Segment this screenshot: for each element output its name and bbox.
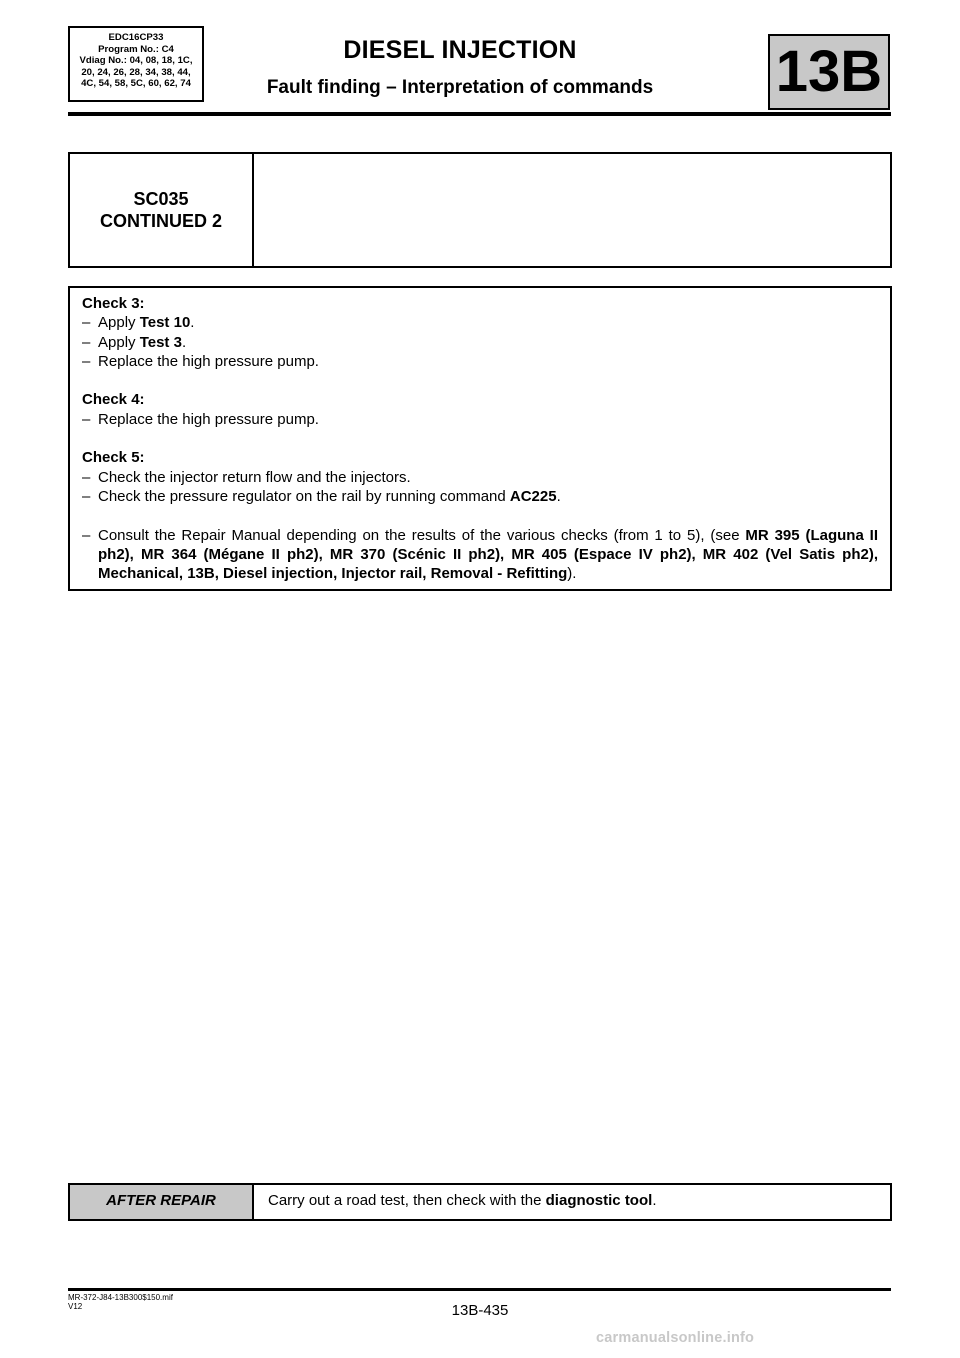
command-header-empty-cell <box>254 154 890 266</box>
continued-label: CONTINUED 2 <box>99 211 222 231</box>
file-reference: MR-372-J84-13B300$150.mif V12 <box>68 1293 173 1311</box>
list-item: – Apply Test 10. <box>82 314 195 332</box>
vehicle-info-box <box>68 26 204 102</box>
info-line: Program No.: C4 <box>98 43 174 55</box>
header-rule <box>68 112 891 116</box>
list-item: – Replace the high pressure pump. <box>82 352 319 370</box>
checks-box <box>68 286 892 591</box>
page-title: DIESEL INJECTION <box>343 36 577 64</box>
command-code: SC035 <box>133 189 189 209</box>
info-line: 4C, 54, 58, 5C, 60, 62, 74 <box>81 78 191 90</box>
consult-manual-item: – Consult the Repair Manual depending on the results of the various checks (from 1 to 5), (see MR 395 (Laguna II ph2), MR 364 (Mégane II ph2), MR 370 (Scénic II ph2), MR 405 (Espace IV ph2), MR 402 (Vel Satis ph2), Mechanical, 13B, Diesel injection, Injector rail, Removal - Refitting). <box>82 526 878 583</box>
check-5-heading: Check 5: <box>82 449 145 467</box>
after-repair-text: Carry out a road test, then check with the diagnostic tool. <box>268 1192 657 1209</box>
check-4-heading: Check 4: <box>82 391 145 409</box>
watermark: carmanualsonline.info <box>596 1330 755 1346</box>
list-item: – Check the pressure regulator on the rail by running command AC225. <box>82 487 561 505</box>
command-code-cell <box>70 154 254 266</box>
page-number: 13B-435 <box>451 1302 509 1319</box>
after-repair-box <box>68 1183 892 1221</box>
section-badge: 13B <box>768 34 890 110</box>
footer-rule <box>68 1288 891 1291</box>
command-header-box <box>68 152 892 268</box>
after-repair-label: AFTER REPAIR <box>70 1185 254 1219</box>
info-line: EDC16CP33 <box>108 32 164 43</box>
list-item: – Apply Test 3. <box>82 333 187 351</box>
info-line: Vdiag No.: 04, 08, 18, 1C, <box>79 55 193 67</box>
list-item: – Check the injector return flow and the injectors. <box>82 468 411 486</box>
list-item: – Replace the high pressure pump. <box>82 410 319 428</box>
page-subtitle: Fault finding – Interpretation of commands <box>266 77 654 98</box>
check-3-heading: Check 3: <box>82 295 145 312</box>
info-line: 20, 24, 26, 28, 34, 38, 44, <box>81 66 191 78</box>
